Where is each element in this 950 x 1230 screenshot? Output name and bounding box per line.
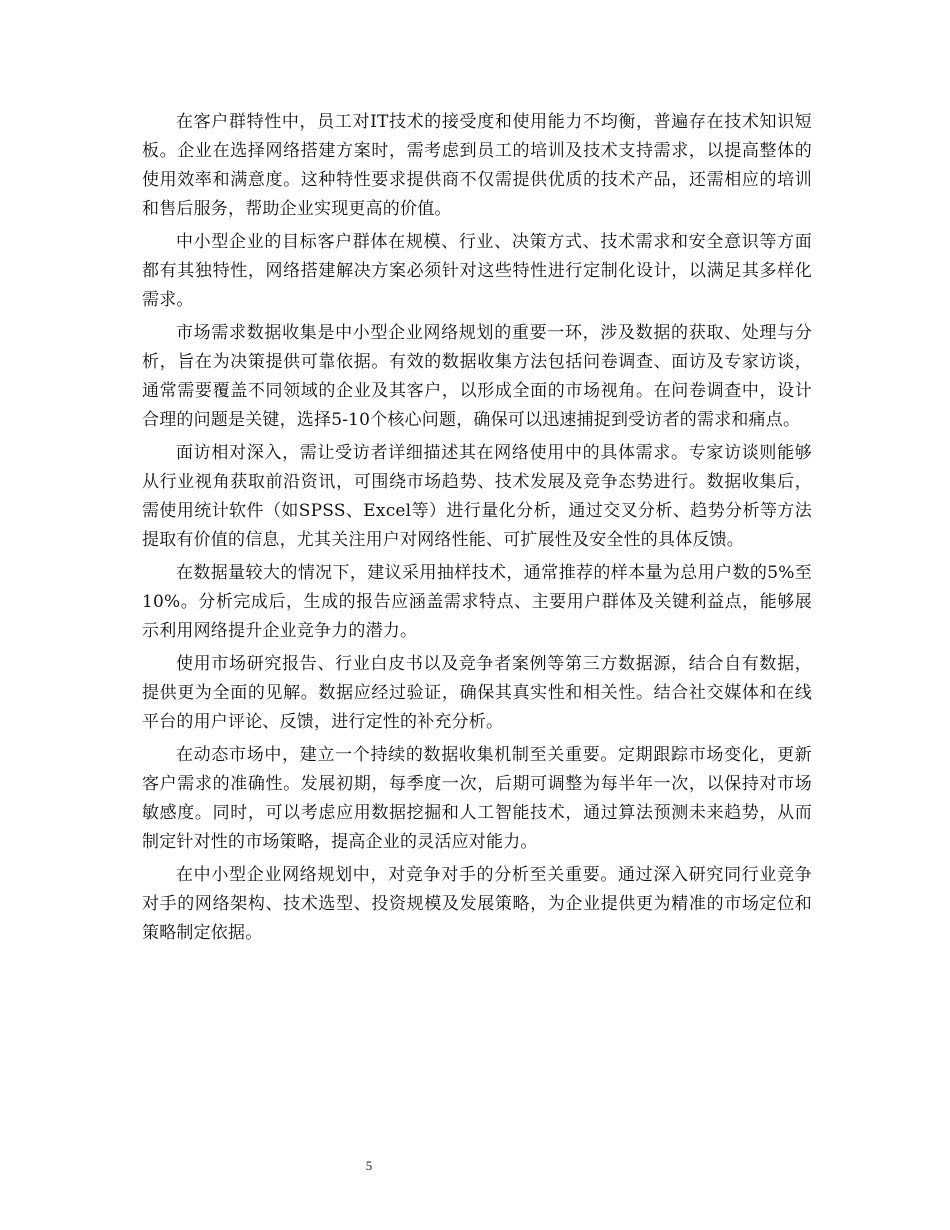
paragraph-5: 在数据量较大的情况下，建议采用抽样技术，通常推荐的样本量为总用户数的5%至10%。分析完成后，生成的报告应涵盖需求特点、主要用户群体及关键利益点，能够展示利用网络提升企业竞争力的潜力。 bbox=[142, 563, 812, 641]
paragraph-1: 在客户群特性中，员工对IT技术的接受度和使用能力不均衡，普遍存在技术知识短板。企业在选择网络搭建方案时，需考虑到员工的培训及技术支持需求，以提高整体的使用效率和满意度。这种特性要求提供商不仅需提供优质的技术产品，还需相应的培训和售后服务，帮助企业实现更高的价值。 bbox=[142, 112, 812, 219]
page-number: 5 bbox=[365, 1158, 373, 1173]
paragraph-7: 在动态市场中，建立一个持续的数据收集机制至关重要。定期跟踪市场变化，更新客户需求的准确性。发展初期，每季度一次，后期可调整为每半年一次，以保持对市场敏感度。同时，可以考虑应用数据挖掘和人工智能技术，通过算法预测未来趋势，从而制定针对性的市场策略，提高企业的灵活应对能力。 bbox=[142, 745, 812, 852]
paragraph-2: 中小型企业的目标客户群体在规模、行业、决策方式、技术需求和安全意识等方面都有其独特性，网络搭建解决方案必须针对这些特性进行定制化设计，以满足其多样化需求。 bbox=[142, 232, 812, 310]
document-body bbox=[142, 108, 812, 952]
paragraph-3: 市场需求数据收集是中小型企业网络规划的重要一环，涉及数据的获取、处理与分析，旨在为决策提供可靠依据。有效的数据收集方法包括问卷调查、面访及专家访谈，通常需要覆盖不同领域的企业及其客户，以形成全面的市场视角。在问卷调查中，设计合理的问题是关键，选择5-10个核心问题，确保可以迅速捕捉到受访者的需求和痛点。 bbox=[142, 323, 812, 430]
page-number-footer bbox=[0, 1158, 950, 1174]
paragraph-6: 使用市场研究报告、行业白皮书以及竞争者案例等第三方数据源，结合自有数据，提供更为全面的见解。数据应经过验证，确保其真实性和相关性。结合社交媒体和在线平台的用户评论、反馈，进行定性的补充分析。 bbox=[142, 654, 812, 732]
paragraph-8: 在中小型企业网络规划中，对竞争对手的分析至关重要。通过深入研究同行业竞争对手的网络架构、技术选型、投资规模及发展策略，为企业提供更为精准的市场定位和策略制定依据。 bbox=[142, 865, 812, 943]
paragraph-4: 面访相对深入，需让受访者详细描述其在网络使用中的具体需求。专家访谈则能够从行业视角获取前沿资讯，可围绕市场趋势、技术发展及竞争态势进行。数据收集后，需使用统计软件（如SPSS、Excel等）进行量化分析，通过交叉分析、趋势分析等方法提取有价值的信息，尤其关注用户对网络性能、可扩展性及安全性的具体反馈。 bbox=[142, 443, 812, 550]
